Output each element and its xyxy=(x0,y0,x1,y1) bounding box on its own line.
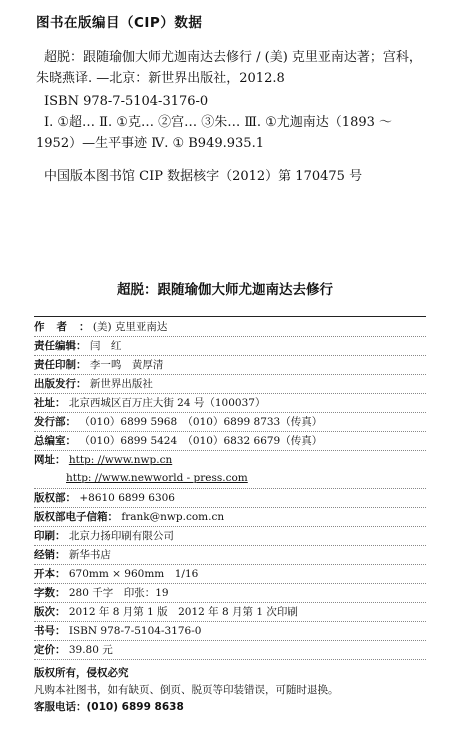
printing-value: 李一鸣 黄厚清 xyxy=(89,359,164,371)
price-label: 定价： xyxy=(34,644,66,656)
words-row xyxy=(34,584,426,603)
dealer-value: 新华书店 xyxy=(68,549,111,561)
website-row xyxy=(34,451,426,489)
isbn-row xyxy=(34,622,426,641)
copyright-value: +8610 6899 6306 xyxy=(79,492,175,504)
format-row xyxy=(34,565,426,584)
copyright-email-label: 版权部电子信箱： xyxy=(34,511,118,523)
website-link-2[interactable]: http: //www.newworld - press.com xyxy=(66,472,248,484)
isbn-value: ISBN 978-7-5104-3176-0 xyxy=(68,625,202,637)
dealer-row xyxy=(34,546,426,565)
publisher-value: 新世界出版社 xyxy=(89,378,153,390)
price-row xyxy=(34,641,426,660)
printer-label: 印刷： xyxy=(34,530,66,542)
rights-notice: 版权所有，侵权必究 xyxy=(34,667,129,679)
price-value: 39.80 元 xyxy=(68,644,113,656)
dealer-label: 经销： xyxy=(34,549,66,561)
printer-value: 北京力扬印刷有限公司 xyxy=(68,530,174,542)
address-value: 北京西城区百万庄大街 24 号（100037） xyxy=(68,397,266,409)
top-rule xyxy=(34,316,426,317)
printing-row xyxy=(34,356,426,375)
editor-row xyxy=(34,337,426,356)
distribution-row xyxy=(34,413,426,432)
isbn-label: 书号： xyxy=(34,625,66,637)
cip-classification: Ⅰ. ①超… Ⅱ. ①克… ②宫… ③朱… Ⅲ. ①尤迦南达（1893 ～ 1952）—生平事迹 Ⅳ. ① B949.935.1 xyxy=(36,115,393,151)
editor-value: 闫 红 xyxy=(89,340,122,352)
copyright-label: 版权部： xyxy=(34,492,76,504)
author-row: 作者： (美) 克里亚南达 xyxy=(34,318,426,337)
words-label: 字数： xyxy=(34,587,66,599)
service-phone: 客服电话：(010) 6899 8638 xyxy=(34,701,184,713)
format-label: 开本： xyxy=(34,568,66,580)
edition-value: 2012 年 8 月第 1 版 2012 年 8 月第 1 次印刷 xyxy=(68,606,298,618)
copyright-email-value[interactable]: frank@nwp.com.cn xyxy=(121,511,225,523)
format-value: 670mm × 960mm 1/16 xyxy=(68,568,199,580)
edition-label: 版次： xyxy=(34,606,66,618)
website-link-1[interactable]: http: //www.nwp.cn xyxy=(68,454,173,466)
editor-label: 责任编辑： xyxy=(34,340,87,352)
return-notice: 凡购本社图书，如有缺页、倒页、脱页等印装错误，可随时退换。 xyxy=(34,684,339,696)
printer-row xyxy=(34,527,426,546)
copyright-row xyxy=(34,489,426,508)
distribution-label: 发行部： xyxy=(34,416,76,428)
author-label: 作者 xyxy=(34,321,79,333)
office-row xyxy=(34,432,426,451)
office-label: 总编室： xyxy=(34,435,76,447)
words-value: 280 千字 印张：19 xyxy=(68,587,169,599)
cip-heading: 图书在版编目（CIP）数据 xyxy=(36,15,203,31)
cip-data-number: 中国版本图书馆 CIP 数据核字（2012）第 170475 号 xyxy=(44,169,363,184)
publisher-label: 出版发行： xyxy=(34,378,87,390)
address-label: 社址： xyxy=(34,397,66,409)
office-value: （010）6899 5424 （010）6832 6679（传真） xyxy=(79,435,323,447)
cip-isbn: ISBN 978-7-5104-3176-0 xyxy=(44,94,209,109)
book-title: 超脱：跟随瑜伽大师尤迦南达去修行 xyxy=(117,282,333,298)
address-row xyxy=(34,394,426,413)
author-value: (美) 克里亚南达 xyxy=(92,321,168,333)
distribution-value: （010）6899 5968 （010）6899 8733（传真） xyxy=(79,416,323,428)
cip-entry: 超脱：跟随瑜伽大师尤迦南达去修行 / (美) 克里亚南达著；宫科，朱晓燕译. —北京：新世界出版社，2012.8 xyxy=(36,50,422,86)
website-label: 网址： xyxy=(34,454,66,466)
publisher-row xyxy=(34,375,426,394)
edition-row xyxy=(34,603,426,622)
printing-label: 责任印制： xyxy=(34,359,87,371)
copyright-email-row xyxy=(34,508,426,527)
